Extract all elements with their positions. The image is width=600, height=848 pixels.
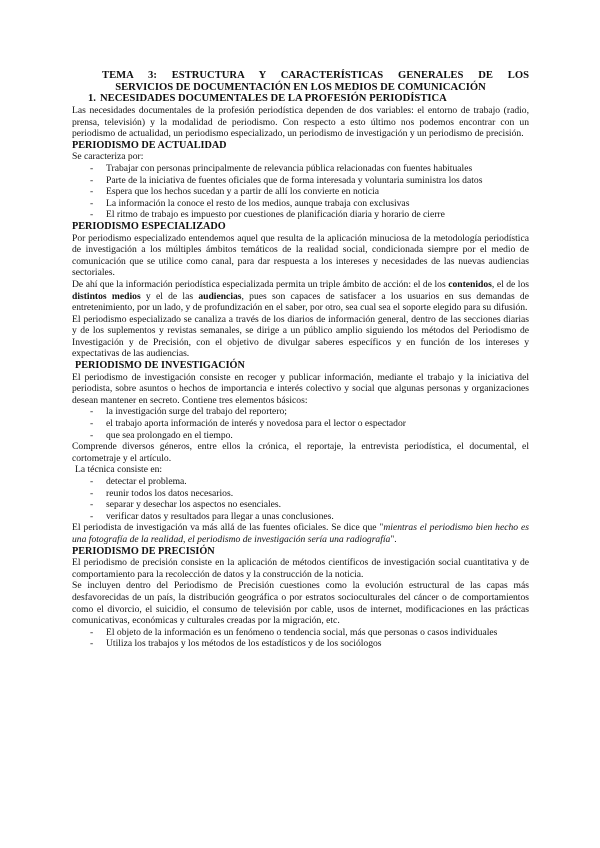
especializado-paragraph-3: El periodismo especializado se canaliza a través de los diarios de información general, dentro de las secciones diarias y de los suplementos y revistas semanales, se dirige a un público amplio siguiendo los métodos del Periodismo de Investigación y de Precisión, con el objetivo de divulgar saberes específicos y en función de los intereses y expectativas de las audiencias. [72, 313, 529, 360]
section-title: NECESIDADES DOCUMENTALES DE LA PROFESIÓN PERIODÍSTICA [100, 93, 447, 104]
investigacion-paragraph-2: Comprende diversos géneros, entre ellos la crónica, el reportaje, la entrevista periodística, el documental, el cortometraje y el artículo. [72, 441, 529, 464]
investigacion-paragraph-3: La técnica consiste en: [75, 464, 163, 476]
document-title-line-2: SERVICIOS DE DOCUMENTACIÓN EN LOS MEDIOS DE COMUNICACIÓN [115, 81, 486, 93]
list-item: - Trabajar con personas principalmente de relevancia pública relacionadas con fuentes habituales [72, 163, 529, 175]
list-item: - verificar datos y resultados para llegar a unas conclusiones. [72, 511, 529, 523]
heading-investigacion: PERIODISMO DE INVESTIGACIÓN [75, 360, 245, 372]
especializado-paragraph-2: De ahí que la información periodística especializada permita un triple ámbito de acción: el de los contenidos, el de los distintos medios y el de las audiencias, pues son capaces de satisfacer a los usuarios en sus demandas de entretenimiento, por un lado, y de profundización en el saber, por otro, sea cual sea el soporte elegido para su difusión. [72, 278, 529, 314]
precision-list [72, 627, 529, 650]
bullet-dash: - [90, 162, 94, 174]
precision-paragraph-1: El periodismo de precisión consiste en la aplicación de métodos científicos de investigación social cuantitativa y de comportamiento para la recolección de datos y la construcción de la noticia. [72, 557, 529, 580]
list-item: - que sea prolongado en el tiempo. [72, 430, 529, 442]
investigacion-paragraph-4: El periodista de investigación va más allá de las fuentes oficiales. Se dice que "mientras el periodismo bien hecho es una fotografía de la realidad, el periodismo de investigación sería una radiografía". [72, 522, 529, 545]
bullet-dash: - [90, 487, 94, 499]
list-item: - el trabajo aporta información de interés y novedosa para el lector o espectador [72, 418, 529, 430]
investigacion-technique-list [72, 476, 529, 522]
bullet-dash: - [90, 209, 94, 221]
bullet-dash: - [90, 174, 94, 186]
bullet-dash: - [90, 626, 94, 638]
list-item: - Parte de la iniciativa de fuentes oficiales que de forma interesada y voluntaria suministra los datos [72, 175, 529, 187]
heading-especializado: PERIODISMO ESPECIALIZADO [72, 220, 226, 232]
list-item: - reunir todos los datos necesarios. [72, 488, 529, 500]
bullet-dash: - [90, 499, 94, 511]
especializado-paragraph-1: Por periodismo especializado entendemos aquel que resulta de la aplicación minuciosa de la metodología periodística de investigación a los múltiples ámbitos temáticos de la realidad social, condicionada siempre por el medio de comunicación que se utilice como canal, para dar respuesta a los intereses y necesidades de las nuevas audiencias sectoriales. [72, 232, 529, 279]
bullet-dash: - [90, 197, 94, 209]
intro-paragraph: Las necesidades documentales de la profesión periodística dependen de dos variables: el entorno de trabajo (radio, prensa, televisión) y la modalidad de periodismo. Con respecto a esto último nos podemos encontrar con un periodismo de actualidad, un periodismo especializado, un periodismo de investigación y un periodismo de precisión. [72, 105, 529, 140]
actualidad-lead: Se caracteriza por: [72, 151, 144, 163]
bullet-dash: - [90, 406, 94, 418]
list-item: - Utiliza los trabajos y los métodos de los estadísticos y de los sociólogos [72, 638, 529, 650]
list-item: - Espera que los hechos sucedan y a partir de allí los convierte en noticia [72, 186, 529, 198]
heading-actualidad: PERIODISMO DE ACTUALIDAD [72, 139, 227, 151]
list-item: - La información la conoce el resto de los medios, aunque trabaja con exclusivas [72, 198, 529, 210]
heading-precision: PERIODISMO DE PRECISIÓN [72, 545, 215, 557]
list-item: - El objeto de la información es un fenómeno o tendencia social, más que personas o casos individuales [72, 627, 529, 639]
investigacion-paragraph-1: El periodismo de investigación consiste en recoger y publicar información, mediante el trabajo y la iniciativa del periodista, sobre asuntos o hechos de importancia e interés colectivo y social que algunas personas y organizaciones desean mantener en secreto. Contiene tres elementos básicos: [72, 371, 529, 406]
quote: mientras el periodismo bien hecho es una fotografía de la realidad, el periodismo de investigación sería una radiografía [72, 522, 529, 545]
investigacion-elements-list [72, 406, 529, 441]
bullet-dash: - [90, 476, 94, 487]
bullet-dash: - [90, 186, 94, 198]
section-heading-1 [72, 93, 529, 105]
section-number: 1. [88, 93, 96, 104]
bullet-dash: - [90, 638, 94, 650]
actualidad-list [72, 163, 529, 221]
list-item: - detectar el problema. [72, 476, 529, 488]
bullet-dash: - [90, 429, 94, 441]
list-item: - separar y desechar los aspectos no esenciales. [72, 499, 529, 511]
document-page [72, 70, 529, 650]
precision-paragraph-2: Se incluyen dentro del Periodismo de Precisión cuestiones como la evolución estructural de las capas más desfavorecidas de un país, la distribución geográfica o por estratos socioculturales del cáncer o de comportamientos como el divorcio, el suicidio, el consumo de televisión por cable, usos de internet, modificaciones en las prácticas comunicativas, económicas y culturales creadas por la migración, etc. [72, 580, 529, 627]
list-item: - la investigación surge del trabajo del reportero; [72, 406, 529, 418]
document-title-line-1: TEMA 3: ESTRUCTURA Y CARACTERÍSTICAS GENERALES DE LOS [102, 70, 529, 81]
bullet-dash: - [90, 418, 94, 430]
list-item: - El ritmo de trabajo es impuesto por cuestiones de planificación diaria y horario de cierre [72, 209, 529, 221]
bullet-dash: - [90, 510, 94, 522]
